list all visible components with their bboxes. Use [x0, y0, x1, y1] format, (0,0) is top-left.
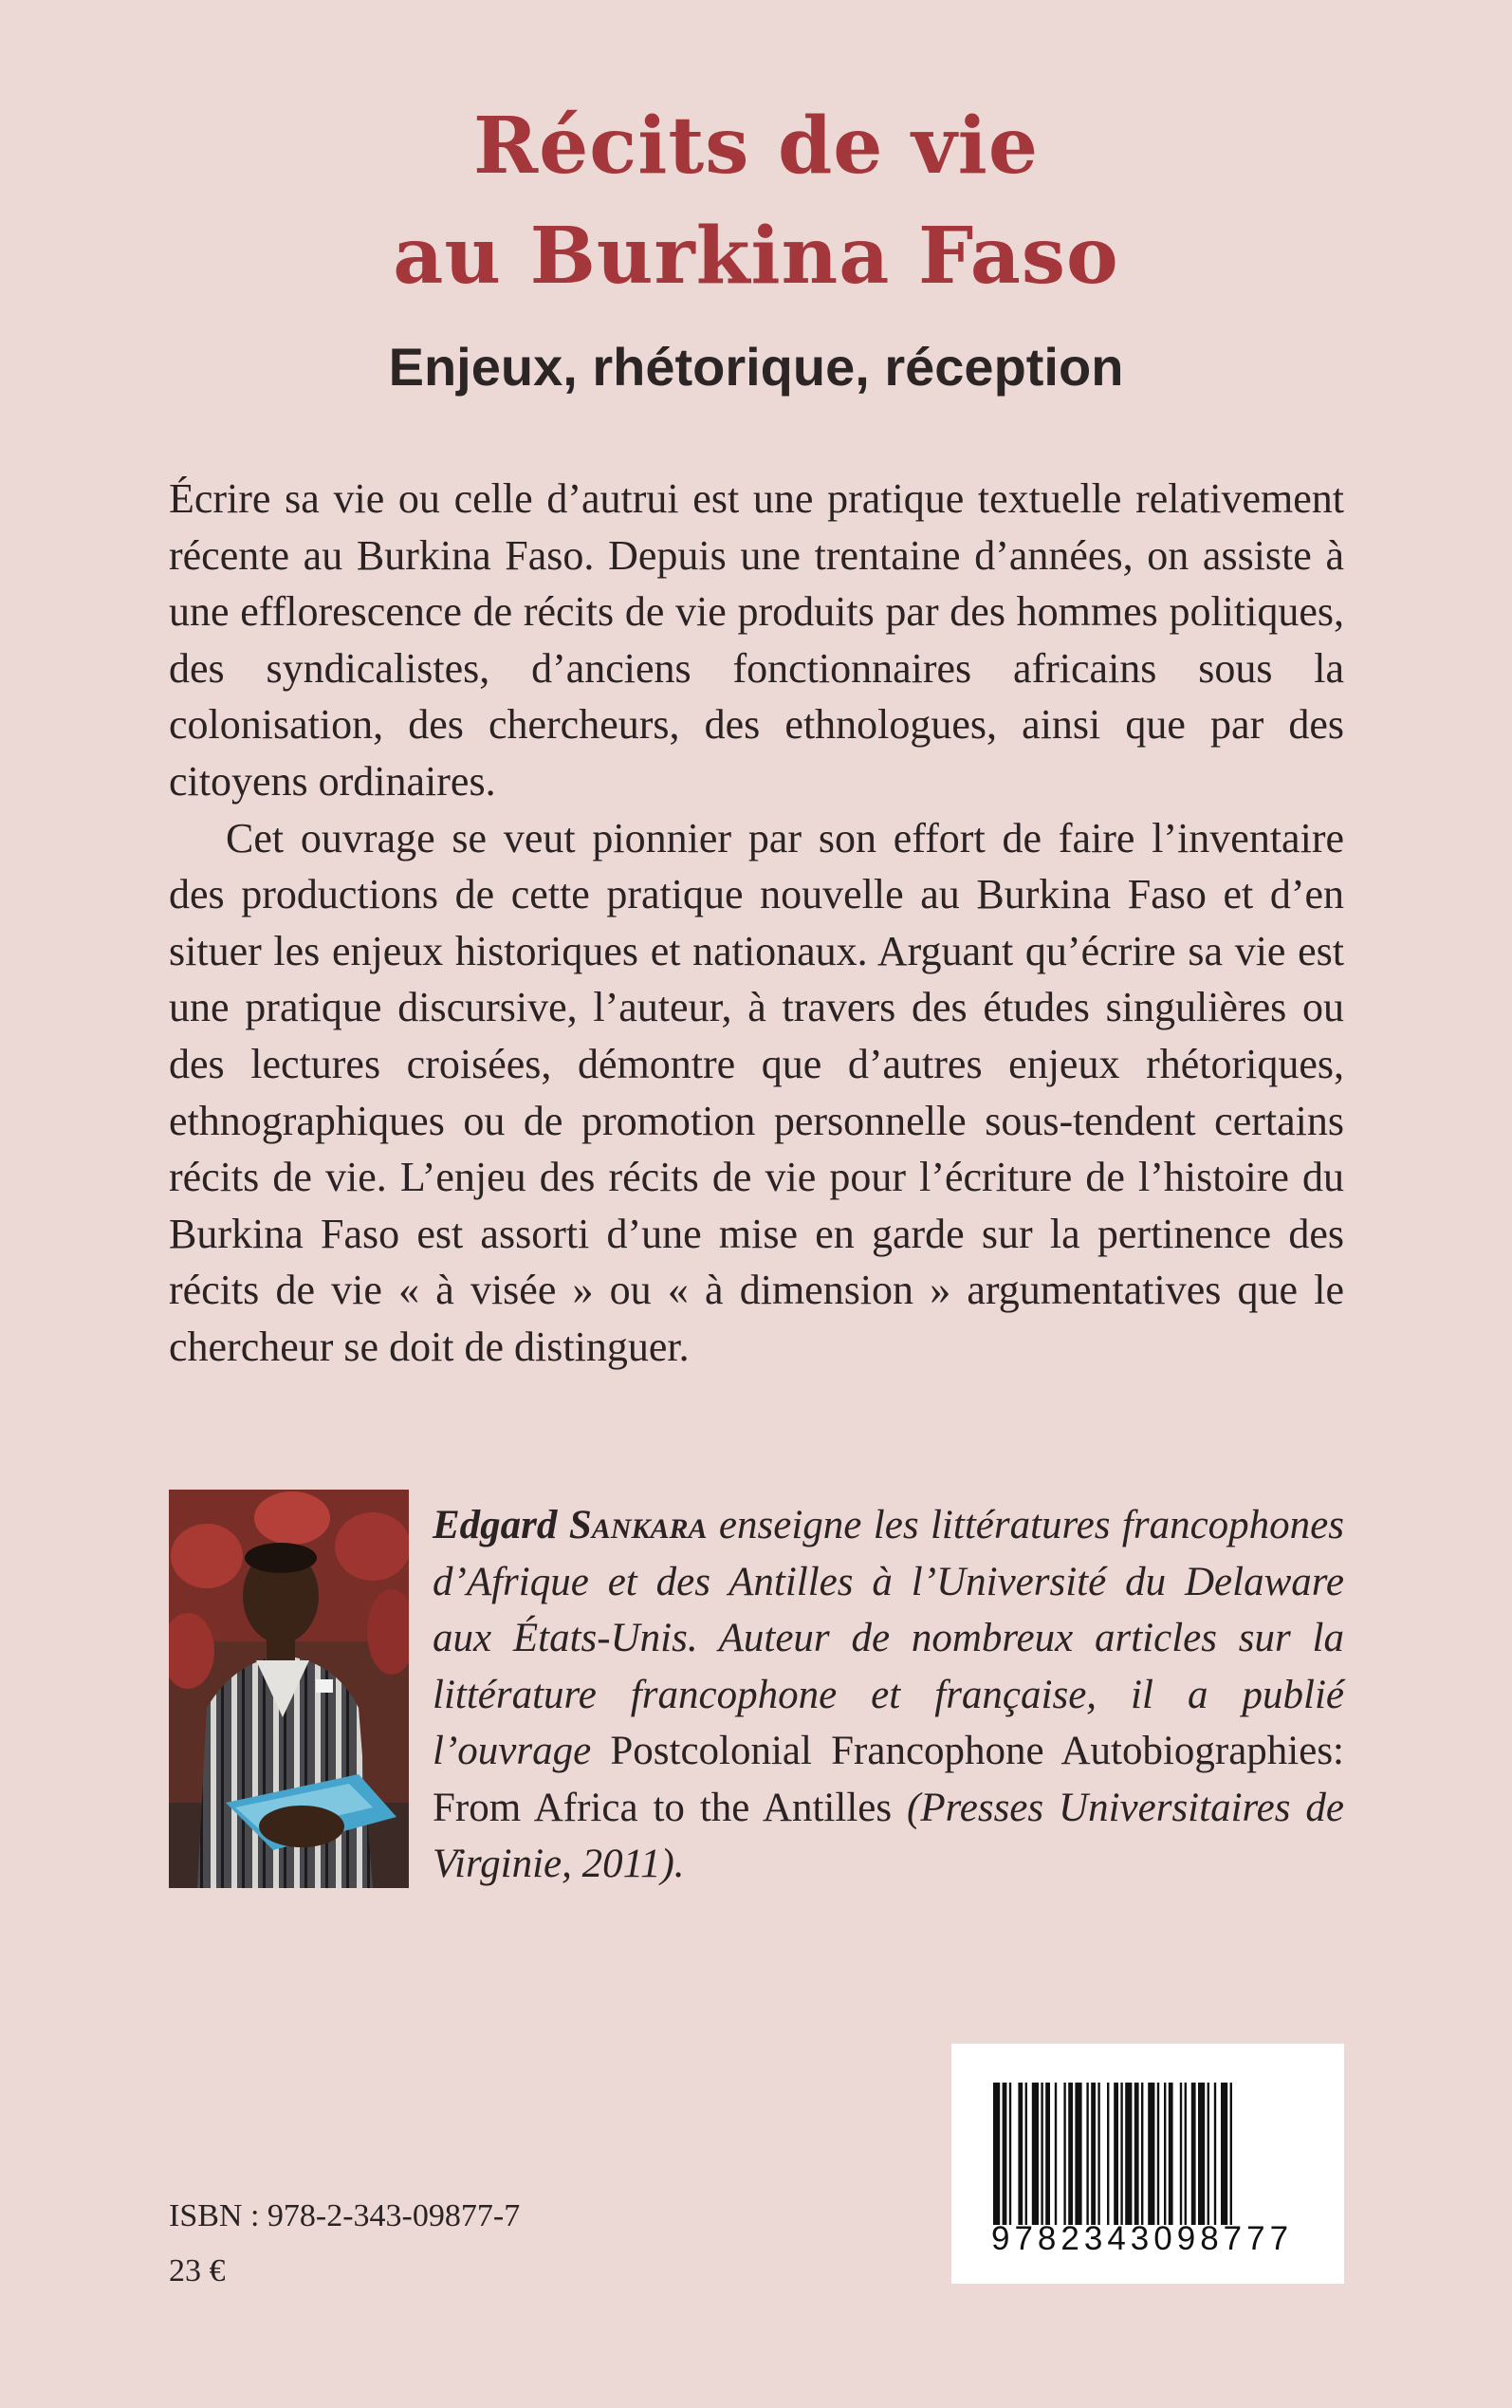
summary-paragraph-1: Écrire sa vie ou celle d’autrui est une pratique textuelle relativement récente au Burkina Faso. Depuis une trentaine d’années, on assiste à une efflorescence de récits de vie produits par des hommes politiques, des syndicalistes, d’anciens fonctionnaires africains sous la colonisation, des chercheurs, des ethnologues, ainsi que par des citoyens ordinaires. [169, 475, 1344, 805]
author-first-name: Edgard [433, 1503, 558, 1547]
barcode-bar [1091, 2083, 1096, 2225]
barcode-bar [1214, 2083, 1216, 2225]
barcode-bar [993, 2083, 1000, 2225]
barcode-bar [1141, 2083, 1143, 2225]
barcode [951, 2044, 1344, 2284]
book-title [0, 91, 1512, 311]
barcode-bar [1221, 2083, 1227, 2225]
barcode-bar [1097, 2083, 1099, 2225]
barcode-bar [1120, 2083, 1122, 2225]
barcode-bar [1134, 2083, 1139, 2225]
author-book-title: Postcolonial Francophone Autobiographies: From Africa to the Antilles [433, 1729, 1345, 1830]
barcode-bar [1198, 2083, 1205, 2225]
barcode-bar [1125, 2083, 1132, 2225]
barcode-bars-icon [993, 2083, 1302, 2225]
barcode-bar [1180, 2083, 1182, 2225]
barcode-bar [1068, 2083, 1073, 2225]
isbn-text: ISBN : 978-2-343-09877-7 [169, 2198, 521, 2233]
barcode-bar [1191, 2083, 1196, 2225]
summary-text [169, 471, 1344, 1376]
barcode-bar [1063, 2083, 1065, 2225]
barcode-bar [1075, 2083, 1081, 2225]
author-bio-part-1: enseigne les littératures francophones d’Afrique et des Antilles à l’Université du Delaware aux États-Unis. Auteur de nombreux articles sur la littérature francophone et française, il a publié l’ouvrage [433, 1503, 1344, 1773]
author-photo [169, 1490, 409, 1888]
barcode-bar [1045, 2083, 1050, 2225]
title-line-2: au Burkina Faso [393, 211, 1119, 302]
barcode-bar [1055, 2083, 1057, 2225]
barcode-bar [1018, 2083, 1023, 2225]
barcode-bar [1164, 2083, 1166, 2225]
barcode-bar [1041, 2083, 1042, 2225]
barcode-bar [1169, 2083, 1173, 2225]
author-bio [433, 1497, 1344, 1893]
barcode-bar [1208, 2083, 1209, 2225]
barcode-bar [1148, 2083, 1154, 2225]
barcode-bar [1086, 2083, 1088, 2225]
barcode-bar [1230, 2083, 1232, 2225]
barcode-bar [1009, 2083, 1011, 2225]
barcode-bar [1025, 2083, 1027, 2225]
barcode-digits: 9782343098777 [991, 2220, 1294, 2257]
barcode-bar [1157, 2083, 1159, 2225]
price-text: 23 € [169, 2253, 226, 2288]
author-bio-part-2: (Presses Universitaires de Virginie, 2011). [433, 1785, 1344, 1886]
barcode-bar [1107, 2083, 1109, 2225]
barcode-bar [1185, 2083, 1187, 2225]
barcode-bar [1003, 2083, 1007, 2225]
author-portrait-image [169, 1490, 409, 1888]
title-line-1: Récits de vie [472, 101, 1039, 192]
summary-paragraph-2: Cet ouvrage se veut pionnier par son effort de faire l’inventaire des productions de cette pratique nouvelle au Burkina Faso et d’en situer les enjeux historiques et nationaux. Arguant qu’écrire sa vie est une pratique discursive, l’auteur, à travers des études singulières ou des lectures croisées, démontre que d’autres enjeux rhétoriques, ethnographiques ou de promotion personnelle sous-tendent certains récits de vie. L’enjeu des récits de vie pour l’écriture de l’histoire du Burkina Faso est assorti d’une mise en garde sur la pertinence des récits de vie « à visée » ou « à dimension » argumentatives que le chercheur se doit de distinguer. [169, 814, 1344, 1370]
barcode-bar [1032, 2083, 1039, 2225]
author-last-name: Sankara [568, 1503, 708, 1547]
barcode-bar [1114, 2083, 1118, 2225]
book-subtitle: Enjeux, rhétorique, réception [388, 337, 1124, 397]
